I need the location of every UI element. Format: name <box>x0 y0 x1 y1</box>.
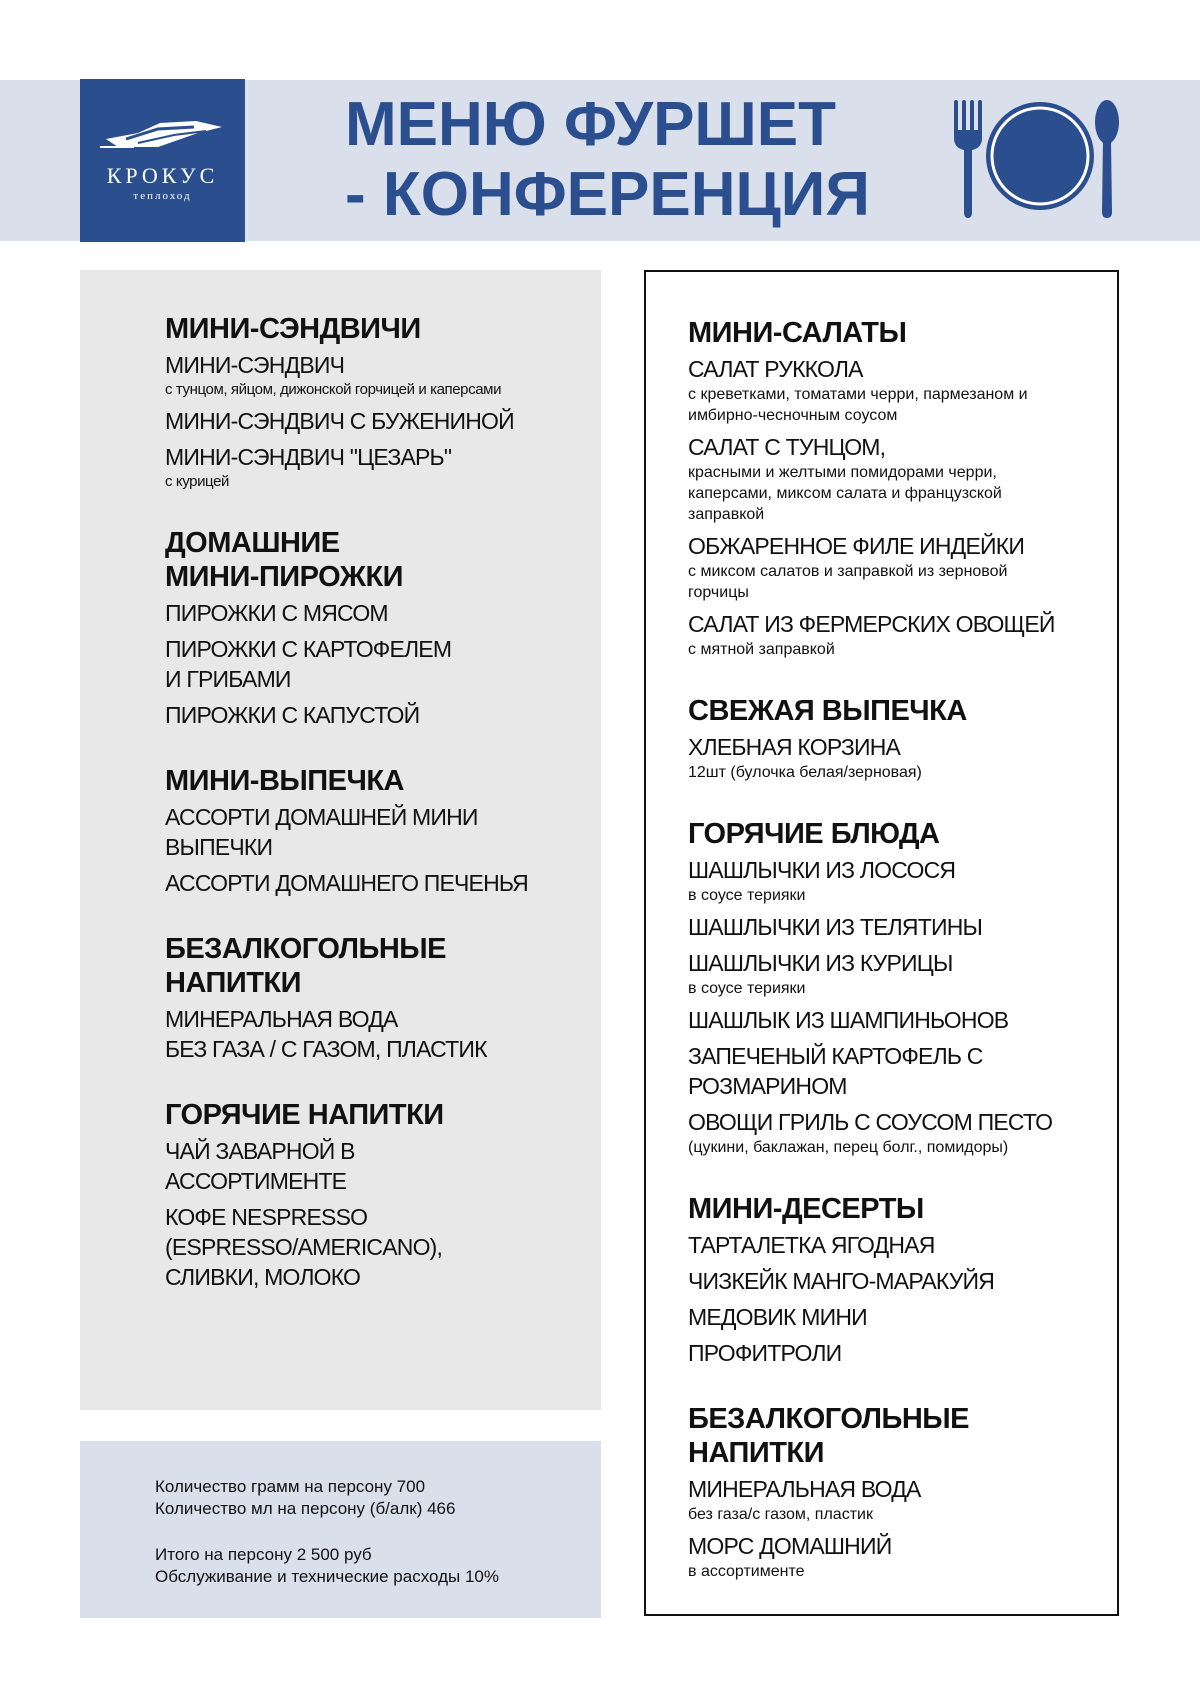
item-name: ПРОФИТРОЛИ <box>688 1340 842 1366</box>
item-description: с креветками, томатами черри, пармезаном и имбирно-чесночным соусом <box>688 386 1028 424</box>
menu-section <box>165 1098 585 1292</box>
yacht-icon <box>98 117 228 157</box>
total-per-person: Итого на персону 2 500 руб <box>155 1545 372 1564</box>
menu-section <box>688 694 1108 783</box>
summary-panel <box>80 1441 601 1618</box>
menu-section <box>165 526 585 730</box>
menu-item <box>688 609 1108 660</box>
menu-item <box>688 855 1108 906</box>
item-name: ЗАПЕЧЕНЫЙ КАРТОФЕЛЬ С РОЗМАРИНОМ <box>688 1043 983 1099</box>
section-title: МИНИ-САЛАТЫ <box>688 317 907 349</box>
item-name: САЛАТ РУККОЛА <box>688 356 863 382</box>
item-description: без газа/с газом, пластик <box>688 1506 873 1523</box>
item-name: ТАРТАЛЕТКА ЯГОДНАЯ <box>688 1232 935 1258</box>
item-name: КОФЕ NESPRESSO (ESPRESSO/AMERICANO), СЛИВКИ, МОЛОКО <box>165 1204 443 1290</box>
section-title: ДОМАШНИЕ МИНИ-ПИРОЖКИ <box>165 527 404 593</box>
ml-per-person: Количество мл на персону (б/алк) 466 <box>155 1499 456 1518</box>
item-name: ЧАЙ ЗАВАРНОЙ В АССОРТИМЕНТЕ <box>165 1138 355 1194</box>
menu-item <box>165 700 585 730</box>
menu-section <box>688 316 1108 660</box>
menu-section <box>165 764 585 898</box>
item-name: ПИРОЖКИ С КАРТОФЕЛЕМ И ГРИБАМИ <box>165 636 452 692</box>
fork-icon <box>954 100 982 218</box>
item-name: МЕДОВИК МИНИ <box>688 1304 867 1330</box>
menu-section <box>688 817 1108 1158</box>
menu-item <box>688 1041 1108 1101</box>
menu-item <box>688 1107 1108 1158</box>
menu-section <box>688 1402 1108 1582</box>
title-line-2: - КОНФЕРЕНЦИЯ <box>345 160 870 229</box>
item-description: красными и желтыми помидорами черри, каперсами, миксом салата и французской заправкой <box>688 464 1002 523</box>
left-menu-column <box>165 312 585 1326</box>
page-title <box>345 90 905 230</box>
menu-section <box>165 932 585 1064</box>
cutlery-icons <box>950 100 1120 220</box>
item-name: ЧИЗКЕЙК МАНГО-МАРАКУЙЯ <box>688 1268 995 1294</box>
item-name: ШАШЛЫЧКИ ИЗ ЛОСОСЯ <box>688 857 956 883</box>
section-title: СВЕЖАЯ ВЫПЕЧКА <box>688 695 967 727</box>
menu-item <box>165 1202 585 1292</box>
menu-item <box>688 948 1108 999</box>
logo-subtitle: теплоход <box>133 190 192 202</box>
section-title: ГОРЯЧИЕ БЛЮДА <box>688 818 940 850</box>
section-title: МИНИ-СЭНДВИЧИ <box>165 313 421 345</box>
menu-item <box>688 1005 1108 1035</box>
item-name: ОБЖАРЕННОЕ ФИЛЕ ИНДЕЙКИ <box>688 533 1025 559</box>
item-description: с миксом салатов и заправкой из зерновой горчицы <box>688 563 1008 601</box>
item-description: с мятной заправкой <box>688 641 835 658</box>
summary-content <box>155 1476 499 1588</box>
item-name: ХЛЕБНАЯ КОРЗИНА <box>688 734 901 760</box>
menu-item <box>688 354 1108 426</box>
menu-item <box>688 1266 1108 1296</box>
menu-item <box>165 350 585 400</box>
spoon-icon <box>1095 100 1119 218</box>
item-description: 12шт (булочка белая/зерновая) <box>688 764 922 781</box>
section-title: БЕЗАЛКОГОЛЬНЫЕ НАПИТКИ <box>688 1403 970 1469</box>
menu-item <box>688 732 1108 783</box>
logo-name: КРОКУС <box>106 163 219 188</box>
menu-item <box>688 1531 1108 1582</box>
item-name: ОВОЩИ ГРИЛЬ С СОУСОМ ПЕСТО <box>688 1109 1053 1135</box>
menu-section <box>165 312 585 492</box>
menu-item <box>688 1474 1108 1525</box>
item-description: в ассортименте <box>688 1563 805 1580</box>
menu-item <box>165 802 585 862</box>
menu-item <box>688 1230 1108 1260</box>
menu-item <box>165 406 585 436</box>
item-description: (цукини, баклажан, перец болг., помидоры) <box>688 1139 1009 1156</box>
menu-item <box>688 912 1108 942</box>
item-name: ШАШЛЫЧКИ ИЗ КУРИЦЫ <box>688 950 953 976</box>
menu-item <box>165 1004 585 1064</box>
section-title: МИНИ-ДЕСЕРТЫ <box>688 1193 924 1225</box>
section-title: МИНИ-ВЫПЕЧКА <box>165 765 404 797</box>
item-description: в соусе терияки <box>688 980 806 997</box>
item-name: ШАШЛЫЧКИ ИЗ ТЕЛЯТИНЫ <box>688 914 983 940</box>
item-description: с курицей <box>165 473 229 490</box>
menu-item <box>688 1302 1108 1332</box>
item-name: МОРС ДОМАШНИЙ <box>688 1533 892 1559</box>
item-subtitle: БЕЗ ГАЗА / С ГАЗОМ, ПЛАСТИК <box>165 1036 487 1062</box>
right-menu-column <box>688 316 1108 1616</box>
item-name: АССОРТИ ДОМАШНЕЙ МИНИ ВЫПЕЧКИ <box>165 804 478 860</box>
item-name: ПИРОЖКИ С КАПУСТОЙ <box>165 702 420 728</box>
menu-item <box>688 432 1108 525</box>
item-description: с тунцом, яйцом, дижонской горчицей и каперсами <box>165 381 502 398</box>
title-line-1: МЕНЮ ФУРШЕТ <box>345 90 836 159</box>
menu-item <box>165 598 585 628</box>
menu-item <box>165 1136 585 1196</box>
menu-item <box>688 531 1108 603</box>
item-name: АССОРТИ ДОМАШНЕГО ПЕЧЕНЬЯ <box>165 870 528 896</box>
plate-icon <box>986 102 1094 210</box>
section-title: ГОРЯЧИЕ НАПИТКИ <box>165 1099 444 1131</box>
item-name: ПИРОЖКИ С МЯСОМ <box>165 600 388 626</box>
item-name: МИНЕРАЛЬНАЯ ВОДА <box>688 1476 921 1502</box>
service-charge: Обслуживание и технические расходы 10% <box>155 1567 499 1586</box>
logo <box>80 79 245 242</box>
menu-item <box>165 442 585 492</box>
item-name: САЛАТ С ТУНЦОМ, <box>688 434 886 460</box>
item-name: ШАШЛЫК ИЗ ШАМПИНЬОНОВ <box>688 1007 1009 1033</box>
item-name: САЛАТ ИЗ ФЕРМЕРСКИХ ОВОЩЕЙ <box>688 611 1055 637</box>
menu-item <box>688 1338 1108 1368</box>
item-description: в соусе терияки <box>688 887 806 904</box>
item-name: МИНИ-СЭНДВИЧ С БУЖЕНИНОЙ <box>165 408 514 434</box>
item-name: МИНИ-СЭНДВИЧ "ЦЕЗАРЬ" <box>165 444 452 470</box>
grams-per-person: Количество грамм на персону 700 <box>155 1477 426 1496</box>
item-name: МИНИ-СЭНДВИЧ <box>165 352 345 378</box>
menu-section <box>688 1192 1108 1368</box>
section-title: БЕЗАЛКОГОЛЬНЫЕ НАПИТКИ <box>165 933 447 999</box>
menu-item <box>165 634 585 694</box>
item-name: МИНЕРАЛЬНАЯ ВОДА <box>165 1006 398 1032</box>
menu-item <box>165 868 585 898</box>
